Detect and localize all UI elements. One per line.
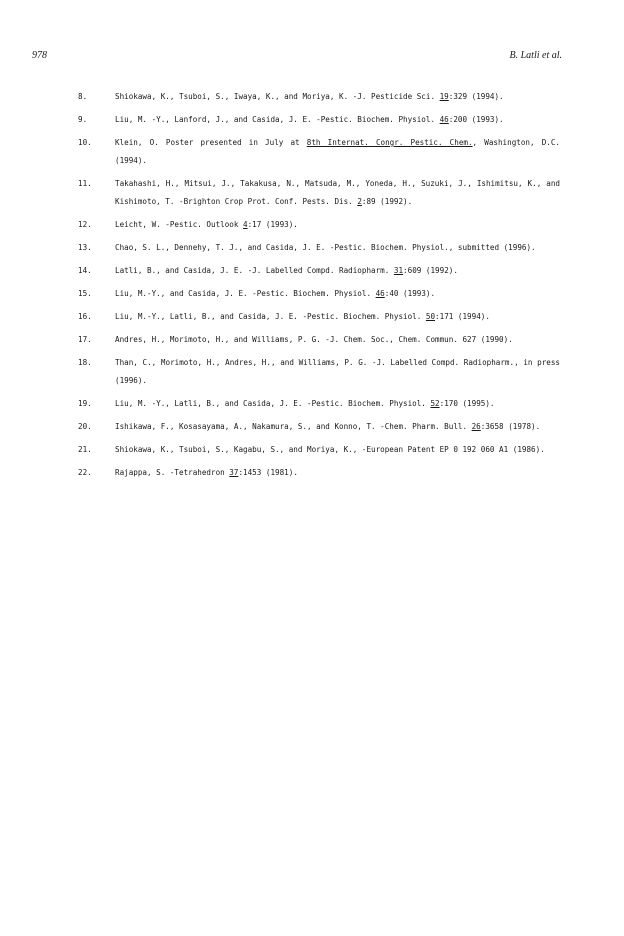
reference-number: 10. <box>78 138 92 147</box>
reference-number: 11. <box>78 179 92 188</box>
reference-text: Chao, S. L., Dennehy, T. J., and Casida, J. E. -Pestic. Biochem. Physiol., submitted (1996). <box>115 243 536 252</box>
reference-number: 18. <box>78 358 92 367</box>
reference-item <box>78 239 560 257</box>
reference-text: Latli, B., and Casida, J. E. -J. Labelled Compd. Radiopharm. 31:609 (1992). <box>115 266 458 275</box>
reference-item <box>78 418 560 436</box>
underlined-volume: 8th Internat. Congr. Pestic. Chem. <box>306 138 473 147</box>
underlined-volume: 37 <box>229 468 239 477</box>
reference-item <box>78 216 560 234</box>
reference-text: Liu, M.-Y., and Casida, J. E. -Pestic. Biochem. Physiol. 46:40 (1993). <box>115 289 436 298</box>
reference-text: Than, C., Morimoto, H., Andres, H., and Williams, P. G. -J. Labelled Compd. Radiopharm., in press (1996). <box>115 358 560 385</box>
underlined-volume: 31 <box>393 266 404 275</box>
reference-number: 13. <box>78 243 92 252</box>
reference-text: Shiokawa, K., Tsuboi, S., Iwaya, K., and Moriya, K. -J. Pesticide Sci. 19:329 (1994). <box>115 92 504 101</box>
reference-text: Liu, M. -Y., Latli, B., and Casida, J. E. -Pestic. Biochem. Physiol. 52:170 (1995). <box>115 399 495 408</box>
reference-text: Takahashi, H., Mitsui, J., Takakusa, N., Matsuda, M., Yoneda, H., Suzuki, J., Ishimitsu, K., and Kishimoto, T. -Brighton Crop Prot. Conf. Pests. Dis. 2:89 (1992). <box>115 179 560 206</box>
reference-list <box>78 88 560 487</box>
underlined-volume: 50 <box>425 312 436 321</box>
underlined-volume: 26 <box>471 422 481 431</box>
page-number: 978 <box>32 50 47 61</box>
reference-item <box>78 134 560 170</box>
reference-text: Ishikawa, F., Kosasayama, A., Nakamura, S., and Konno, T. -Chem. Pharm. Bull. 26:3658 (1978). <box>115 422 541 431</box>
reference-item <box>78 111 560 129</box>
reference-number: 21. <box>78 445 92 454</box>
underlined-volume: 46 <box>439 115 449 124</box>
reference-item <box>78 262 560 280</box>
reference-text: Shiokawa, K., Tsuboi, S., Kagabu, S., and Moriya, K., -European Patent EP 0 192 060 A1 (1986). <box>115 445 545 454</box>
reference-item <box>78 331 560 349</box>
reference-item <box>78 441 560 459</box>
reference-item <box>78 308 560 326</box>
reference-text: Leicht, W. -Pestic. Outlook 4:17 (1993). <box>115 220 298 229</box>
underlined-volume: 46 <box>375 289 385 298</box>
reference-number: 14. <box>78 266 92 275</box>
reference-item <box>78 354 560 390</box>
reference-number: 20. <box>78 422 92 431</box>
reference-text: Andres, H., Morimoto, H., and Williams, P. G. -J. Chem. Soc., Chem. Commun. 627 (1990). <box>115 335 513 344</box>
reference-item <box>78 175 560 211</box>
reference-item <box>78 88 560 106</box>
underlined-volume: 4 <box>243 220 248 229</box>
reference-text: Rajappa, S. -Tetrahedron 37:1453 (1981). <box>115 468 298 477</box>
reference-text: Liu, M. -Y., Lanford, J., and Casida, J. E. -Pestic. Biochem. Physiol. 46:200 (1993). <box>115 115 504 124</box>
reference-item <box>78 285 560 303</box>
reference-number: 16. <box>78 312 92 321</box>
reference-number: 15. <box>78 289 92 298</box>
running-head: B. Latli et al. <box>509 50 562 61</box>
reference-number: 12. <box>78 220 92 229</box>
reference-number: 8. <box>78 92 88 101</box>
reference-item <box>78 464 560 482</box>
reference-number: 17. <box>78 335 92 344</box>
reference-number: 19. <box>78 399 92 408</box>
underlined-volume: 52 <box>430 399 440 408</box>
underlined-volume: 2 <box>357 197 362 206</box>
underlined-volume: 19 <box>439 92 449 101</box>
reference-item <box>78 395 560 413</box>
reference-text: Liu, M.-Y., Latli, B., and Casida, J. E. -Pestic. Biochem. Physiol. 50:171 (1994). <box>115 312 490 321</box>
reference-number: 9. <box>78 115 88 124</box>
reference-number: 22. <box>78 468 92 477</box>
reference-text: Klein, O. Poster presented in July at 8th Internat. Congr. Pestic. Chem., Washington, D.C. (1994). <box>115 138 560 165</box>
